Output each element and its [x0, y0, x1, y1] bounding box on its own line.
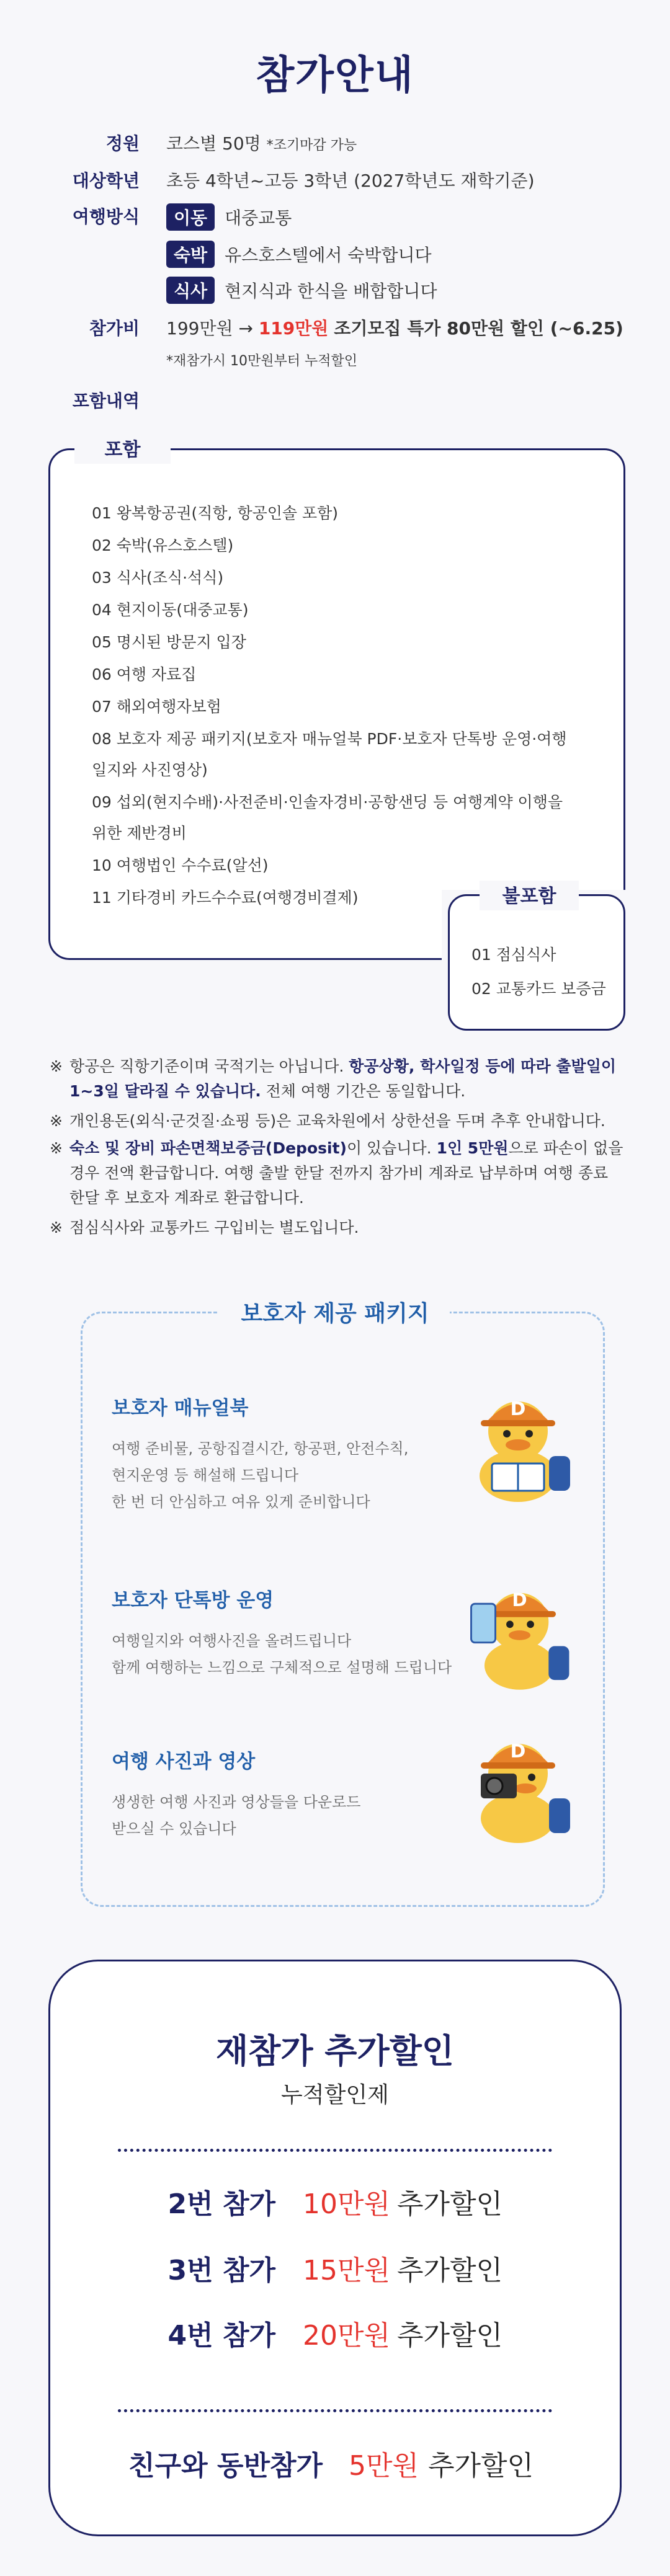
- package-item-title: 여행 사진과 영상: [112, 1751, 256, 1773]
- package-item-title: 보호자 매뉴얼북: [112, 1397, 249, 1419]
- included-item: 위한 제반경비: [92, 824, 187, 842]
- svg-text:D: D: [510, 1741, 526, 1762]
- fee-promo: 조기모집 특가 80만원 할인 (~6.25): [334, 318, 623, 339]
- notice-lunch: ※ 점심식사와 교통카드 구입비는 별도입니다.: [50, 1219, 359, 1237]
- tag-stay: 숙박: [166, 241, 215, 268]
- fee-label: 참가비: [89, 318, 140, 339]
- package-item-text: 생생한 여행 사진과 영상들을 다운로드 받으실 수 있습니다: [112, 1793, 361, 1837]
- included-item: 11 기타경비 카드수수료(여행경비결제): [92, 889, 359, 907]
- target-label: 대상학년: [72, 171, 140, 191]
- included-item: 01 왕복항공권(직항, 항공인솔 포함): [92, 504, 339, 522]
- fee-value: 199만원 → 119만원 조기모집 특가 80만원 할인 (~6.25): [166, 318, 623, 339]
- included-item: 02 숙박(유스호스텔): [92, 536, 234, 554]
- package-item-text: 여행 준비물, 공항집결시간, 항공편, 안전수칙, 현지운영 등 해설해 드립니다 한 번 더 안심하고 여유 있게 준비합니다: [112, 1440, 409, 1511]
- fee-discounted: 119만원: [258, 318, 329, 339]
- included-item: 03 식사(조식·석식): [92, 569, 224, 587]
- svg-text:D: D: [512, 1589, 527, 1611]
- notice-allowance: ※ 개인용돈(외식·군것질·쇼핑 등)은 교육차원에서 상한선을 두며 추후 안내합니다.: [50, 1112, 605, 1130]
- fee-note: *재참가시 10만원부터 누적할인: [166, 353, 358, 369]
- duck-camera-icon: [456, 1724, 580, 1848]
- duck-phone-icon: [459, 1572, 580, 1696]
- divider: [118, 2409, 552, 2412]
- svg-text:D: D: [510, 1398, 526, 1420]
- included-item: 10 여행법인 수수료(알선): [92, 856, 269, 874]
- includes-label: 포함내역: [72, 391, 140, 411]
- travel-item: 이동 대중교통: [166, 203, 292, 231]
- divider: [118, 2149, 552, 2152]
- excluded-item: 02 교통카드 보증금: [471, 980, 606, 998]
- discount-subtitle: 누적할인제: [281, 2082, 389, 2108]
- excluded-title: 불포함: [480, 881, 579, 910]
- capacity-value: 코스별 50명 *조기마감 가능: [166, 133, 357, 154]
- included-item: 08 보호자 제공 패키지(보호자 매뉴얼북 PDF·보호자 단톡방 운영·여행: [92, 730, 567, 748]
- target-value: 초등 4학년~고등 3학년 (2027학년도 재학기준): [166, 171, 535, 191]
- included-item: 일지와 사진영상): [92, 761, 208, 779]
- included-item: 07 해외여행자보험: [92, 698, 221, 716]
- travel-item: 숙박 유스호스텔에서 숙박합니다: [166, 241, 432, 268]
- included-item: 05 명시된 방문지 입장: [92, 633, 246, 651]
- package-item-title: 보호자 단톡방 운영: [112, 1589, 274, 1612]
- included-title: 포함: [74, 434, 171, 464]
- travel-label: 여행방식: [72, 207, 140, 227]
- discount-title: 재참가 추가할인: [216, 2032, 454, 2071]
- capacity-label: 정원: [105, 133, 140, 154]
- travel-item: 식사 현지식과 한식을 배합합니다: [166, 277, 437, 304]
- notice-flight: ※ 항공은 직항기준이며 국적기는 아닙니다. 항공상황, 학사일정 등에 따라 출발일이 1~3일 달라질 수 있습니다. 전체 여행 기간은 동일합니다.: [50, 1057, 617, 1100]
- included-item: 09 섭외(현지수배)·사전준비·인솔자경비·공항샌딩 등 여행계약 이행을: [92, 793, 563, 811]
- package-item-text: 여행일지와 여행사진을 올려드립니다 함께 여행하는 느낌으로 구체적으로 설명해 드립니다: [112, 1632, 452, 1676]
- page-title: 참가안내: [256, 53, 414, 99]
- notice-deposit: ※ 숙소 및 장비 파손면책보증금(Deposit)이 있습니다. 1인 5만원으로 파손이 없을 경우 전액 환급합니다. 여행 출발 한달 전까지 참가비 계좌로 납부하며 여행 종료 한달 후 보호자 계좌로 환급합니다.: [50, 1139, 623, 1207]
- duck-reading-icon: [456, 1383, 580, 1507]
- included-item: 06 여행 자료집: [92, 665, 197, 683]
- included-item: 04 현지이동(대중교통): [92, 601, 249, 619]
- excluded-item: 01 점심식사: [471, 946, 556, 964]
- tag-meal: 식사: [166, 277, 215, 304]
- capacity-note: *조기마감 가능: [266, 138, 357, 153]
- package-title: 보호자 제공 패키지: [241, 1301, 429, 1326]
- tag-move: 이동: [166, 203, 215, 231]
